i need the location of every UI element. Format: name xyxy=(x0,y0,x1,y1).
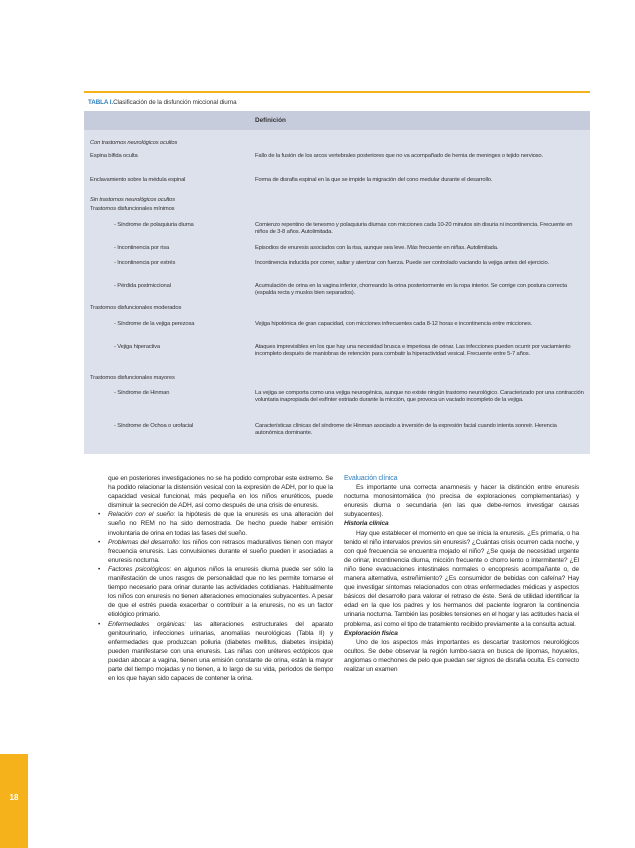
list-item: • Factores psicológicos: en algunos niños la enuresis diurna puede ser sólo la manifestación de unos rasgos de personalidad que no les permite tomarse el tiempo necesario para orinar durante las actividades cotidianas. Habitualmente los niños con enuresis no tienen alteraciones emocionales subyacentes. A pesar de que el estrés pueda exacerbar o contribuir a la enuresis, no es un factor etiológico primario. xyxy=(98,565,333,619)
bullet-text: los niños con retrasos madurativos tienen con mayor frecuencia enuresis. Las convulsiones durante el sueño pueden ir asociadas a enuresis nocturna. xyxy=(108,538,333,564)
table-row-definition: Vejiga hipotónica de gran capacidad, con micciones infrecuentes cada 8-12 horas e incontinencia entre micciones. xyxy=(255,321,533,327)
list-item: • Enfermedades orgánicas: las alteraciones estructurales del aparato genitourinario, infecciones urinarias, anomalías neurológicas (Tabla II) y enfermedades que produzcan poliuria (diabetes mellitus, diabetes insípida) pueden manifestarse con una enuresis. Las niñas con uréteres ectópicos que puedan abocar a vagina, tienen una emisión constante de orina, están la mayor parte del tiempo mojadas y no tienen, a lo largo de su vida, períodos de tiempo en los que hayan sido capaces de contener la orina. xyxy=(98,620,333,683)
table-row-definition: Episodios de enuresis asociados con la risa, aunque sea leve. Más frecuente en niñas. Autolimitada. xyxy=(255,245,499,251)
table-row-label: - Incontinencia por risa xyxy=(114,245,170,251)
table-row-label: Sin trastornos neurológicos ocultos xyxy=(90,197,175,203)
table-caption xyxy=(88,99,237,106)
table-header-definicion: Definición xyxy=(255,117,286,124)
table-row-definition: Comienzo repentino de tenesmo y polaquiuria diurnas con micciones cada 10-20 minutos sin disuria ni incontinencia. Frecuente en niños de 3-8 años. Autolimitada. xyxy=(255,222,573,236)
table-row-definition: Características clínicas del síndrome de Hinman asociado a inversión de la expresión facial cuando intenta sonreír. Herencia autonómica dominante. xyxy=(255,423,557,437)
table-header xyxy=(84,111,590,130)
table-row-label: - Síndrome de la vejiga perezosa xyxy=(114,321,195,327)
table-caption-label: TABLA I. xyxy=(88,99,114,106)
top-accent-rule xyxy=(84,91,590,93)
list-item: • Problemas del desarrollo: los niños con retrasos madurativos tienen con mayor frecuencia enuresis. Las convulsiones durante el sueño pueden ir asociadas a enuresis nocturna. xyxy=(98,538,333,564)
table-row-label: - Síndrome de Ochoa o urofacial xyxy=(114,423,194,429)
table-row-label: - Incontinencia por estrés xyxy=(114,260,176,266)
bullet-text: las alteraciones estructurales del aparato genitourinario, infecciones urinarias, anomalías neurológicas (Tabla II) y enfermedades que produzcan poliuria (diabetes mellitus, diabetes insípida) pueden manifestarse con una enuresis. Las niñas con uréteres ectópicos que puedan abocar a vagina, tienen una emisión constante de orina, están la mayor parte del tiempo mojadas y no tienen, a lo largo de su vida, períodos de tiempo en los que hayan sido capaces de contener la orina. xyxy=(108,620,333,683)
table-row-label: Trastornos disfuncionales mayores xyxy=(90,375,175,381)
bullet-title: Problemas del desarrollo: xyxy=(108,538,181,546)
table-row-label: - Vejiga hiperactiva xyxy=(114,344,160,350)
subsection-heading: Exploración física xyxy=(344,629,398,637)
section-heading: Evaluación clínica xyxy=(344,475,398,482)
page-number: 18 xyxy=(9,793,19,802)
table-row-definition: Fallo de la fusión de los arcos vertebrales posteriores que no va acompañado de hernia de meninges o tejido nervioso. xyxy=(255,153,543,159)
left-column xyxy=(98,474,333,683)
table-row-label: - Síndrome de Hinman xyxy=(114,390,170,396)
list-item: • Relación con el sueño: la hipótesis de que la enuresis es una alteración del sueño no REM no ha sido demostrada. De hecho puede haber emisión involuntaria de orina en todas las fases del sueño. xyxy=(98,511,333,537)
paragraph: Uno de los aspectos más importantes es descartar trastornos neurológicos ocultos. Se debe observar la región lumbo-sacra en busca de lipomas, hoyuelos, angiomas o mechones de pelo que puedan ser signos de disrafia oculta. Es correcto realizar un examen xyxy=(344,638,579,673)
table-row-definition: Incontinencia inducida por correr, saltar y aterrizar con fuerza. Puede ser controlado vaciando la vejiga antes del ejercicio. xyxy=(255,260,549,266)
bullet-text: la hipótesis de que la enuresis es una alteración del sueño no REM no ha sido demostrada. De hecho puede haber emisión involuntaria de orina en todas las fases del sueño. xyxy=(108,511,333,537)
table-row-label: Enclavamiento sobre la médula espinal xyxy=(90,177,186,183)
table-row-label: - Síndrome de polaquiuria diurna xyxy=(114,222,194,228)
paragraph: que en posteriores investigaciones no se ha podido comprobar este extremo. Se ha podido relacionar la distensión vesical con la expresión de ADH, por lo que la capacidad vesical funcional, más pequeña en los niños enuréticos, puede disminuir la secreción de ADH, así como después de una crisis de enuresis. xyxy=(108,475,333,510)
classification-table xyxy=(84,111,590,454)
table-row-label: - Pérdida postmiccional xyxy=(114,283,171,289)
table-row-definition: Acumulación de orina en la vagina inferior, chorreando la orina posteriormente en la ropa interior. Se corrige con postura correcta (espalda recta y muslos bien separados). xyxy=(255,283,567,297)
bullet-title: Enfermedades orgánicas: xyxy=(108,620,186,628)
table-row-definition: La vejiga se comporta como una vejiga neurogénica, aunque no existe ningún trastorno neurológico. Caracterizado por una contracción voluntaria inapropiada del esfínter estriado durante la micción, que provoca un vaciado incompleto de la vejiga. xyxy=(255,390,584,404)
subsection-heading: Historia clínica xyxy=(344,520,389,528)
table-caption-text: Clasificación de la disfunción miccional diurna xyxy=(113,99,237,106)
table-row-label: Espina bífida oculta xyxy=(90,153,138,159)
paragraph: Hay que establecer el momento en que se inicia la enuresis. ¿Es primaria, o ha tenido el niño intervalos previos sin enuresis? ¿Cuántas crisis ocurren cada noche, y con qué frecuencia se encuentra mojado el niño? ¿Se queja de necesidad urgente de orinar, incontinencia diurna, micción frecuente o chorro lento o intermitente? ¿El niño tiene evacuaciones intestinales normales o encopresis acompañante o, de manera alternativa, estreñimiento? ¿Es consumidor de bebidas con cafeína? Hay que investigar síntomas relacionados con otras enfermedades médicas y aspectos básicos del desarrollo para valorar el retraso de éste. Será de utilidad identificar la edad en la que los padres y los hermanos del paciente lograron la continencia urinaria nocturna. También las posibles tensiones en el hogar y las actitudes hacia el problema, así como el tipo de tratamiento recibido previamente a la consulta actual. xyxy=(344,529,579,628)
bullet-title: Relación con el sueño: xyxy=(108,511,176,519)
bullet-text: en algunos niños la enuresis diurna puede ser sólo la manifestación de unos rasgos de personalidad que no les permite tomarse el tiempo necesario para orinar durante las actividades cotidianas. Habitualmente los niños con enuresis no tienen alteraciones emocionales subyacentes. A pesar de que el estrés pueda exacerbar o contribuir a la enuresis, no es un factor etiológico primario. xyxy=(108,565,333,619)
table-row-label: Trastornos disfuncionales moderados xyxy=(90,305,182,311)
table-row-label: Con trastornos neurológicos ocultos xyxy=(90,140,178,146)
bullet-title: Factores psicológicos: xyxy=(108,565,172,573)
table-row-definition: Ataques imprevisibles en los que hay una necesidad brusca e imperiosa de orinar. Las infecciones pueden ocurrir por vaciamiento incompleto después de maniobras de retención para combatir la hiperactividad vesical. Frecuente entre 5-7 años. xyxy=(255,344,571,358)
right-column xyxy=(344,474,579,674)
paragraph: Es importante una correcta anamnesis y hacer la distinción entre enuresis nocturna monosintomática (no precisa de exploraciones complementarias) y enuresis diurna o secundaria (en las que debe-remos investigar causas subyacentes). xyxy=(344,484,579,519)
table-row-definition: Forma de disrafia espinal en la que se impide la migración del cono medular durante el desarrollo. xyxy=(255,177,493,183)
table-row-label: Trastornos disfuncionales mínimos xyxy=(90,206,175,212)
